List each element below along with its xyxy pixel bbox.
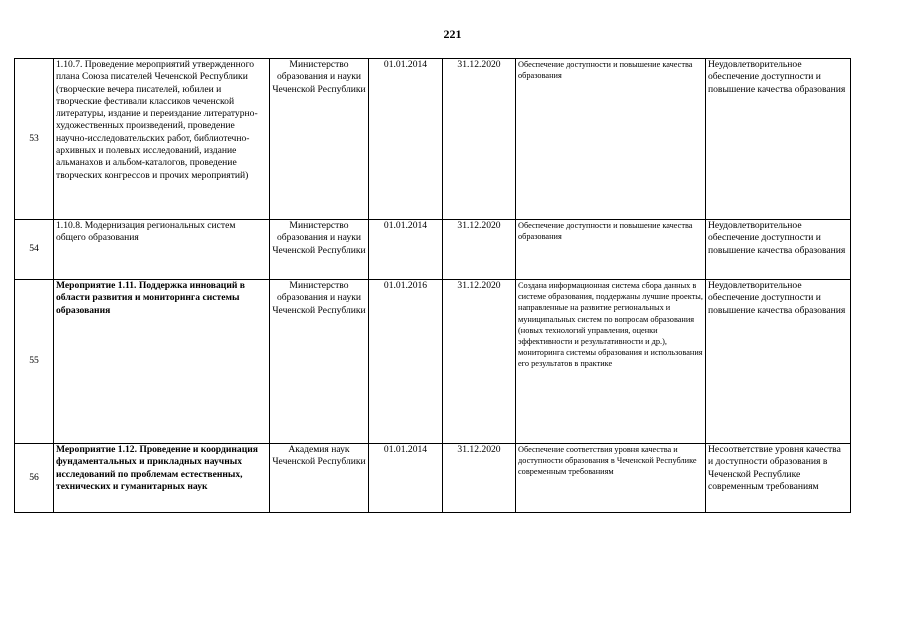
consequences: Неудовлетворительное обеспечение доступности и повышение качества образования bbox=[706, 59, 851, 220]
table-row bbox=[15, 280, 851, 444]
consequences: Несоответствие уровня качества и доступности образования в Чеченской Республике современным требованиям bbox=[706, 444, 851, 513]
row-number: 54 bbox=[15, 220, 54, 280]
consequences: Неудовлетворительное обеспечение доступности и повышение качества образования bbox=[706, 280, 851, 444]
expected-result: Обеспечение доступности и повышение качества образования bbox=[516, 59, 706, 220]
responsible-executor: Министерство образования и науки Чеченской Республики bbox=[270, 280, 369, 444]
end-date: 31.12.2020 bbox=[443, 59, 516, 220]
start-date: 01.01.2014 bbox=[369, 59, 443, 220]
measure-title: Мероприятие 1.11. Поддержка инноваций в области развития и мониторинга системы образования bbox=[54, 280, 270, 444]
end-date: 31.12.2020 bbox=[443, 280, 516, 444]
table-row bbox=[15, 59, 851, 220]
page-number: 221 bbox=[443, 27, 462, 41]
measure-title: 1.10.7. Проведение мероприятий утвержденного плана Союза писателей Чеченской Республики (творческие вечера писателей, юбилеи и творческие фестивали классиков чеченской литературы, издание и переиздание литературно-художественных произведений, проведение научно-исследовательских работ, библиотечно-архивных и полевых исследований, издание альманахов и альбом-каталогов, проведение творческих конгрессов и прочих мероприятий) bbox=[54, 59, 270, 220]
row-number: 55 bbox=[15, 280, 54, 444]
measures-table bbox=[14, 58, 851, 513]
row-number: 53 bbox=[15, 59, 54, 220]
expected-result: Обеспечение доступности и повышение качества образования bbox=[516, 220, 706, 280]
table-row bbox=[15, 220, 851, 280]
end-date: 31.12.2020 bbox=[443, 444, 516, 513]
row-number: 56 bbox=[15, 444, 54, 513]
consequences: Неудовлетворительное обеспечение доступности и повышение качества образования bbox=[706, 220, 851, 280]
measure-title: 1.10.8. Модернизация региональных систем общего образования bbox=[54, 220, 270, 280]
expected-result: Обеспечение соответствия уровня качества и доступности образования в Чеченской Республике современным требованиям bbox=[516, 444, 706, 513]
start-date: 01.01.2014 bbox=[369, 220, 443, 280]
start-date: 01.01.2016 bbox=[369, 280, 443, 444]
responsible-executor: Министерство образования и науки Чеченской Республики bbox=[270, 220, 369, 280]
end-date: 31.12.2020 bbox=[443, 220, 516, 280]
measure-title: Мероприятие 1.12. Проведение и координация фундаментальных и прикладных научных исследований по проблемам естественных, технических и гуманитарных наук bbox=[54, 444, 270, 513]
table-row bbox=[15, 444, 851, 513]
responsible-executor: Академия наук Чеченской Республики bbox=[270, 444, 369, 513]
start-date: 01.01.2014 bbox=[369, 444, 443, 513]
responsible-executor: Министерство образования и науки Чеченской Республики bbox=[270, 59, 369, 220]
expected-result: Создана информационная система сбора данных в системе образования, поддержаны лучшие проекты, направленные на развитие региональных и муниципальных систем по вопросам образования (новых технологий управления, оценки эффективности и результативности и др.), мониторинга системы образования и использования его результатов в практике bbox=[516, 280, 706, 444]
